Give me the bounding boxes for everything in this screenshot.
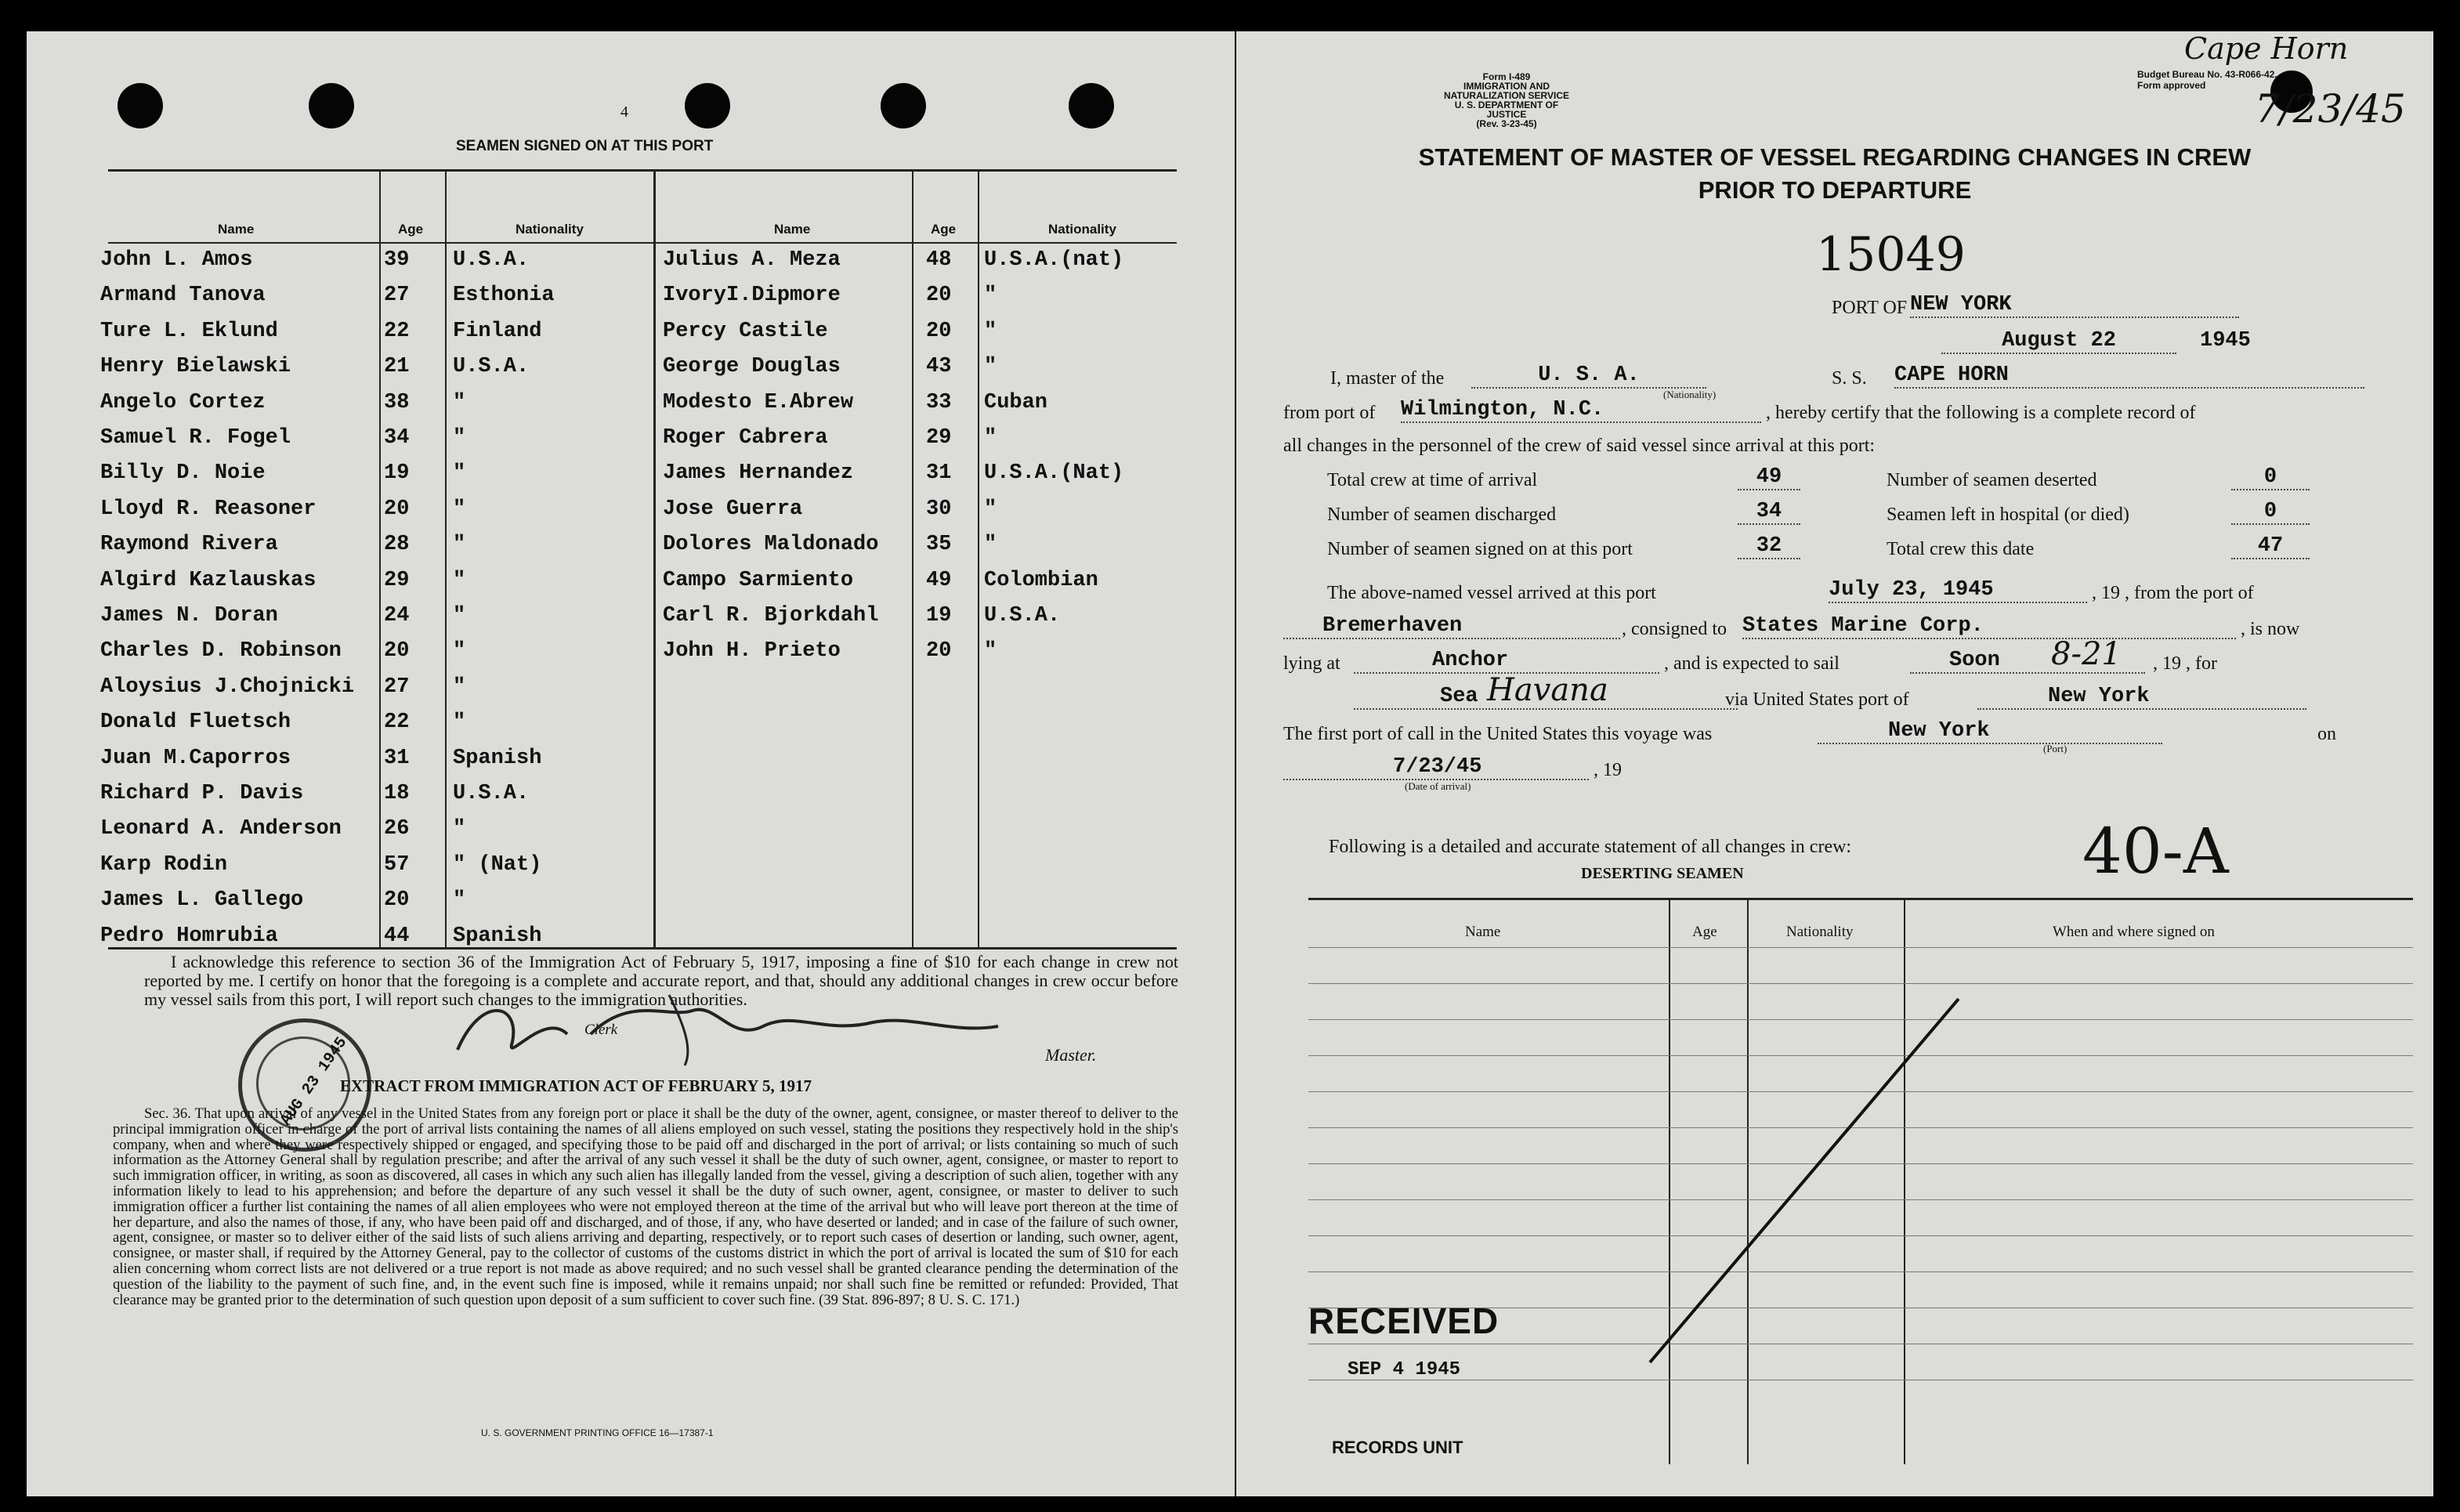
crew-age: 27 [384,675,410,699]
page-number: 4 [620,103,628,121]
crew-age: 33 [926,390,952,414]
crew-nat: " [984,426,997,450]
crew-name: Leonard A. Anderson [100,817,342,841]
crew-age: 20 [926,319,952,343]
crew-name: Donald Fluetsch [100,711,291,735]
crew-name: Percy Castile [663,319,828,343]
expected-hand: 8-21 [2051,636,2122,672]
hand-number: 15049 [1816,227,1966,282]
crew-nat: " [984,497,997,521]
signed-on-label: Number of seamen signed on at this port [1327,539,1633,559]
crew-nat: U.S.A.(Nat) [984,461,1124,486]
crew-nat: " [453,888,466,913]
deserting-col-signed-on: When and where signed on [2053,924,2215,940]
crew-age: 31 [384,746,410,770]
consigned-label: , consigned to [1622,619,1727,639]
arrived-label: The above-named vessel arrived at this port [1327,583,1656,603]
crew-name: Ture L. Eklund [100,319,278,343]
crew-name: Dolores Maldonado [663,533,879,557]
crew-name: James Hernandez [663,461,854,486]
crew-age: 20 [926,284,952,308]
master-of-label: I, master of the [1330,368,1445,389]
crew-name: Algird Kazlauskas [100,568,317,592]
nationality-value: U. S. A. [1471,364,1706,389]
discharged-label: Number of seamen discharged [1327,505,1557,525]
port-caption: (Port) [2043,743,2067,754]
crew-age: 22 [384,319,410,343]
col-header-name: Name [774,222,811,237]
destination-value: Sea [1354,685,1738,710]
deserting-col-name: Name [1465,924,1501,940]
crew-age: 20 [384,888,410,913]
crew-nat: Esthonia [453,284,555,308]
crew-name: Pedro Homrubia [100,924,278,948]
crew-age: 20 [384,639,410,664]
crew-age: 34 [384,426,410,450]
is-now-label: , is now [2241,619,2300,639]
signed-on-value: 32 [1738,534,1800,559]
lying-at-label: lying at [1283,653,1340,674]
form-id: Form I-489 IMMIGRATION AND NATURALIZATION SERVICE U. S. DEPARTMENT OF JUSTICE (Rev. 3-23-45) [1443,71,1569,129]
year-value: 1945 [2200,329,2251,353]
crew-nat: " [453,497,466,521]
crew-age: 49 [926,568,952,592]
crew-name: Karp Rodin [100,852,228,877]
extract-text: Sec. 36. That upon arrival of any vessel in the United States from any foreign port or place it shall be the duty of the owner, agent, consignee, or master thereof to deliver to the principal immigration officer in charge of the port of arrival lists containing the names of all aliens employed on such vessel, stating the positions they respectively hold in the ship's company, when and where they were respectively shipped or engaged, and specifying those to be paid off and discharged in the port of arrival; or lists containing so much of such information as the Attorney General shall by regulation prescribe; and after the arrival of any such vessel it shall be the duty of such owner, agent, consignee, or master to report to such immigration officer, in writing, as soon as discovered, all cases in which any such alien has illegally landed from the vessel, giving a description of such alien, together with any information likely to lead to his apprehension; and before the departure of any such vessel it shall be the duty of such owner, agent, consignee, or master to deliver to such immigration officer a further list containing the names of all alien employees who were not employed thereon at the time of the arrival but who will leave port thereon at the time of her departure, and also the names of those, if any, who have been paid off and discharged, and of those, if any, who have deserted or landed; and in case of the failure of such owner, agent, consignee, or master so to deliver either of the said lists of such aliens arriving and departing, respectively, or to report such cases of desertion or landing, such owner, agent, consignee, or master shall, if required by the Attorney General, pay to the collector of customs of the customs district in which the port of arrival is located the sum of $10 for each alien concerning whom correct lists are not delivered or a true report is not made as above required; and no such vessel shall be granted clearance pending the determination of the question of the liability to the payment of such fine, and, in the event such fine is imposed, while it remains unpaid; nor shall such fine be remitted or refunded: Provided, That clearance may be granted prior to the determination of such question upon deposit of a sum sufficient to cover such fine. (39 Stat. 896-897; 8 U. S. C. 171.) [113,1105,1178,1308]
crew-name: Armand Tanova [100,284,266,308]
crew-nat: Finland [453,319,542,343]
master-signature [434,979,1014,1073]
code-mark: 40-A [2082,815,2229,888]
first-port-value: New York [1818,719,2162,744]
total-crew-value: 47 [2231,534,2310,559]
hospital-value: 0 [2231,500,2310,525]
crew-name: Aloysius J.Chojnicki [100,675,355,699]
nationality-caption: (Nationality) [1663,389,1717,400]
crew-nat: " [984,319,997,343]
expected-label: , and is expected to sail [1664,653,1840,674]
corner-note-ship: Cape Horn [2184,31,2349,66]
discharged-value: 34 [1738,500,1800,525]
col-header-name: Name [218,222,255,237]
right-page [1236,31,2433,1496]
received-date: SEP 4 1945 [1348,1359,1461,1380]
lying-at-value: Anchor [1354,649,1659,674]
first-port-label: The first port of call in the United States this voyage was [1283,724,1713,744]
printer-line: U. S. GOVERNMENT PRINTING OFFICE 16—17387-1 [481,1427,714,1438]
port-value: NEW YORK [1910,293,2239,318]
crew-nat: U.S.A. [453,355,530,379]
punch-hole [1069,83,1114,128]
crew-nat: " [984,284,997,308]
crew-age: 39 [384,248,410,272]
crew-age: 30 [926,497,952,521]
crew-nat: " [453,711,466,735]
deserting-table [1308,898,2413,1464]
crew-name: Campo Sarmiento [663,568,854,592]
crew-age: 20 [384,497,410,521]
arrived-value: July 23, 1945 [1829,578,2087,603]
crew-age: 48 [926,248,952,272]
total-crew-label: Total crew this date [1887,539,2035,559]
crew-age: 22 [384,711,410,735]
via-label: via United States port of [1725,689,1909,710]
nineteen-for: , 19 , for [2153,653,2217,674]
crew-nat: " [453,604,466,628]
expected-value: Soon [1910,649,2145,674]
corner-note-date: 7/23/45 [2255,86,2406,132]
crew-nat: " (Nat) [453,852,542,877]
crew-age: 29 [384,568,410,592]
crew-age: 44 [384,924,410,948]
hospital-label: Seamen left in hospital (or died) [1887,505,2129,525]
crew-age: 20 [926,639,952,664]
crew-nat: " [453,568,466,592]
from-port-of-value: Bremerhaven [1283,614,1620,639]
crew-nat: " [453,426,466,450]
crew-name: George Douglas [663,355,841,379]
crew-age: 35 [926,533,952,557]
crew-age: 18 [384,782,410,805]
deserting-heading: DESERTING SEAMEN [1581,865,1744,882]
crew-nat: Colombian [984,568,1098,592]
crew-nat: " [453,461,466,486]
punch-hole [881,83,926,128]
crew-name: Juan M.Caporros [100,746,291,770]
acknowledgement-text: I acknowledge this reference to section 36 of the Immigration Act of February 5, 1917, imposing a fine of $10 for each change in crew not reported by me. I certify on honor that the foregoing is a complete and accurate report, and that, should any additional changes in crew occur before my vessel sails from this port, I will report such changes to the immigration authorities. [144,952,1178,1009]
crew-nat: Cuban [984,390,1048,414]
crew-name: John H. Prieto [663,639,841,664]
crew-nat: " [453,675,466,699]
deserting-col-nationality: Nationality [1786,924,1854,940]
crew-nat: " [453,639,466,664]
crew-age: 57 [384,852,410,877]
master-label: Master. [1045,1045,1097,1065]
on-label: on [2317,724,2336,744]
crew-age: 21 [384,355,410,379]
form-title: STATEMENT OF MASTER OF VESSEL REGARDING CHANGES IN CREW PRIOR TO DEPARTURE [1418,143,2252,204]
crew-name: Raymond Rivera [100,533,278,557]
date-value: August 22 [1941,329,2176,354]
via-value: New York [1977,685,2306,710]
crew-nat: " [984,533,997,557]
from-port-value: Wilmington, N.C. [1401,398,1761,423]
from-port-label: from port of [1283,403,1376,423]
arrival-date-suffix: , 19 [1594,760,1622,780]
crew-name: Henry Bielawski [100,355,291,379]
total-crew-arrival: 49 [1738,465,1800,490]
crew-name: James L. Gallego [100,888,304,913]
deserted-value: 0 [2231,465,2310,490]
crew-name: James N. Doran [100,604,278,628]
crew-name: Charles D. Robinson [100,639,342,664]
crew-name: Jose Guerra [663,497,803,521]
following-label: Following is a detailed and accurate statement of all changes in crew: [1329,837,1852,857]
crew-nat: " [453,533,466,557]
crew-age: 27 [384,284,410,308]
col-header-age: Age [398,222,424,237]
crew-nat: " [453,817,466,841]
crew-age: 24 [384,604,410,628]
crew-age: 43 [926,355,952,379]
destination-hand: Havana [1487,672,1608,708]
crew-name: Richard P. Davis [100,782,304,805]
consigned-value: States Marine Corp. [1742,614,2236,639]
crew-name: John L. Amos [100,248,253,272]
postmark-stamp: AUG 23 1945 [238,1018,371,1152]
col-header-nationality: Nationality [1048,222,1116,237]
crew-nat: " [984,355,997,379]
crew-age: 28 [384,533,410,557]
crew-table [100,169,1177,950]
crew-nat: U.S.A. [984,604,1061,628]
crew-nat: Spanish [453,746,542,770]
crew-nat: U.S.A. [453,782,530,805]
crew-name: Modesto E.Abrew [663,390,854,414]
crew-age: 19 [926,604,952,628]
crew-name: Roger Cabrera [663,426,828,450]
cancel-line [1308,900,2413,1464]
section-title: SEAMEN SIGNED ON AT THIS PORT [456,138,714,154]
crew-name: Billy D. Noie [100,461,266,486]
deserting-col-age: Age [1692,924,1717,940]
arrival-caption: (Date of arrival) [1405,780,1471,792]
crew-nat: " [984,639,997,664]
punch-hole [685,83,730,128]
crew-name: Carl R. Bjorkdahl [663,604,879,628]
from-port-of-label: , 19 , from the port of [2092,583,2254,603]
crew-age: 38 [384,390,410,414]
crew-name: IvoryI.Dipmore [663,284,841,308]
crew-nat: U.S.A.(nat) [984,248,1124,272]
received-stamp: RECEIVED [1308,1300,1500,1341]
extract-title: EXTRACT FROM IMMIGRATION ACT OF FEBRUARY 5, 1917 [340,1076,812,1095]
crew-name: Angelo Cortez [100,390,266,414]
col-header-age: Age [931,222,957,237]
punch-hole [309,83,354,128]
crew-nat: Spanish [453,924,542,948]
total-crew-arrival-label: Total crew at time of arrival [1327,470,1538,490]
crew-age: 31 [926,461,952,486]
crew-name: Julius A. Meza [663,248,841,272]
budget-bureau: Budget Bureau No. 43-R066-42. Form approved [2137,69,2277,91]
port-label: PORT OF [1832,298,1908,318]
punch-hole [118,83,163,128]
certify-text-2: all changes in the personnel of the crew of said vessel since arrival at this port: [1283,436,1876,456]
records-unit: RECORDS UNIT [1332,1438,1463,1457]
left-page [27,31,1235,1496]
crew-age: 29 [926,426,952,450]
ss-label: S. S. [1832,368,1867,389]
crew-age: 26 [384,817,410,841]
crew-name: Lloyd R. Reasoner [100,497,317,521]
certify-text: , hereby certify that the following is a complete record of [1766,403,2196,423]
arrival-date-value: 7/23/45 [1283,755,1589,780]
ship-name: CAPE HORN [1894,364,2364,389]
crew-name: Samuel R. Fogel [100,426,291,450]
crew-nat: U.S.A. [453,248,530,272]
clerk-label: Clerk [584,1022,618,1038]
deserted-label: Number of seamen deserted [1887,470,2097,490]
col-header-nationality: Nationality [516,222,584,237]
crew-nat: " [453,390,466,414]
crew-age: 19 [384,461,410,486]
